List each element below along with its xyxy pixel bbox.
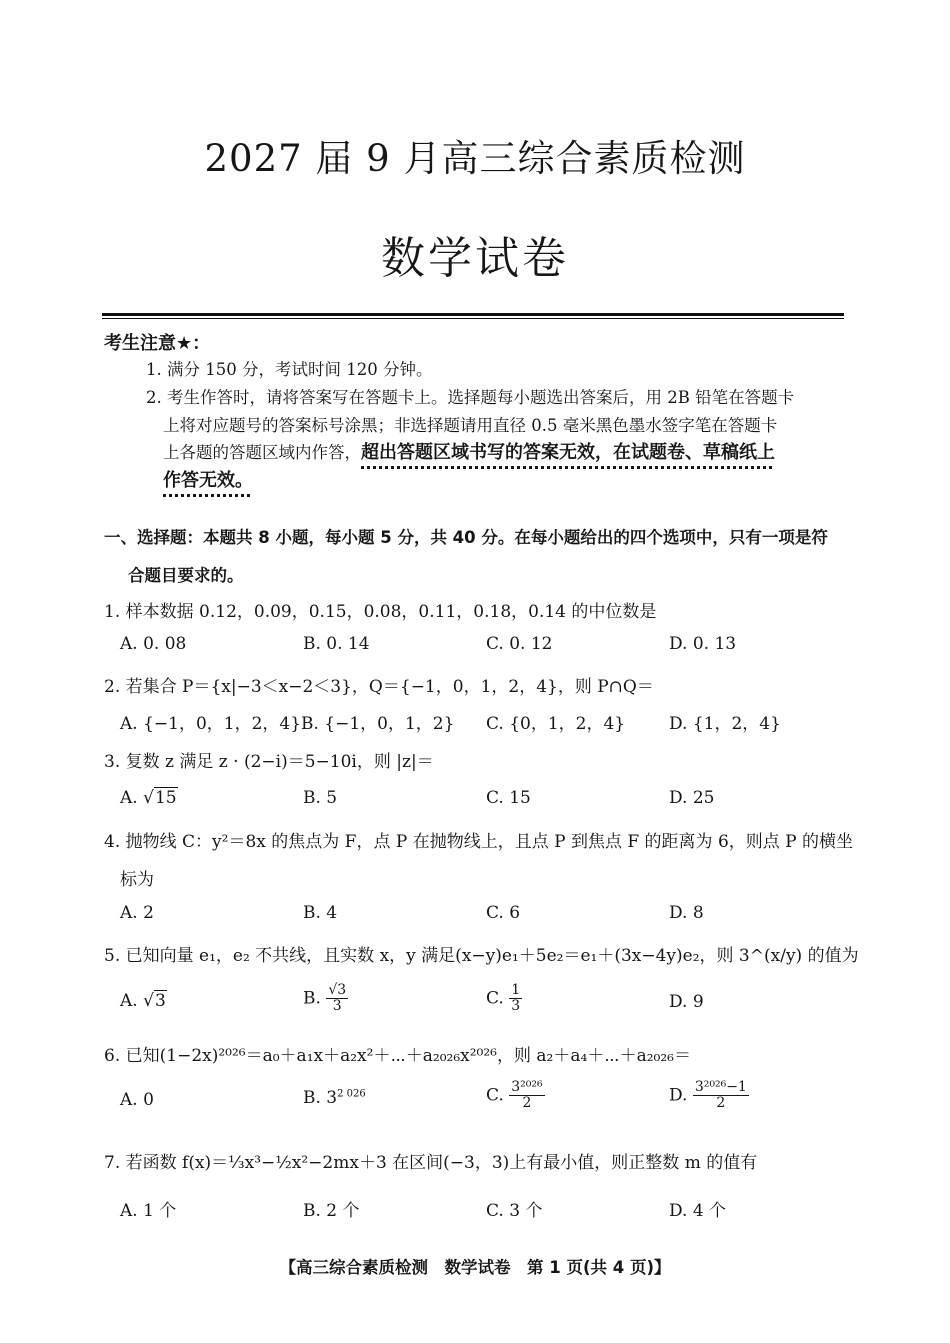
question-4-option-a: A. 2 xyxy=(120,903,154,923)
fraction-denominator: 2 xyxy=(716,1095,726,1112)
notice-item-2-line-1: 2. 考生作答时，请将答案写在答题卡上。选择题每小题选出答案后，用 2B 铅笔在答题卡 xyxy=(146,388,795,407)
fraction-numerator: √3 xyxy=(328,982,347,998)
question-4-option-d: D. 8 xyxy=(669,903,704,923)
option-label: B. 3 xyxy=(303,1088,338,1108)
question-3-option-c: C. 15 xyxy=(486,788,531,808)
question-3-option-d: D. 25 xyxy=(669,788,715,808)
notice-heading: 考生注意★： xyxy=(104,333,211,354)
question-4-stem-line-2: 标为 xyxy=(120,870,154,890)
question-2-option-d: D. {1，2，4} xyxy=(669,714,781,734)
fraction-denominator: 3 xyxy=(332,998,342,1015)
question-7-option-c: C. 3 个 xyxy=(486,1201,543,1221)
fraction-numerator: 1 xyxy=(511,982,521,998)
question-6-option-d xyxy=(669,1080,749,1112)
notice-emphasis-text-2: 作答无效。 xyxy=(163,470,253,491)
question-2-option-a: A. {−1，0，1，2，4} xyxy=(120,714,302,734)
notice-item-2-line-2: 上将对应题号的答案标号涂黑；非选择题请用直径 0.5 毫米黑色墨水签字笔在答题卡 xyxy=(163,416,778,435)
page-footer: 【高三综合素质检测 数学试卷 第 1 页(共 4 页)】 xyxy=(279,1258,671,1277)
question-6-option-b xyxy=(303,1088,366,1108)
question-1-option-a: A. 0. 08 xyxy=(120,634,187,654)
header-rule-thin xyxy=(102,318,844,319)
option-label: C. xyxy=(486,988,510,1009)
question-7-stem: 7. 若函数 f(x)＝⅓x³−½x²−2mx＋3 在区间(−3，3)上有最小值，则正整数 m 的值有 xyxy=(104,1153,758,1173)
question-1-option-b: B. 0. 14 xyxy=(303,634,370,654)
question-5-option-a: A. √3 xyxy=(120,991,166,1011)
sqrt-radicand: 15 xyxy=(154,788,177,808)
option-label: A. xyxy=(120,991,144,1011)
question-7-option-d: D. 4 个 xyxy=(669,1201,727,1221)
section-heading-line-2: 合题目要求的。 xyxy=(128,566,244,585)
question-5-stem: 5. 已知向量 e₁，e₂ 不共线，且实数 x，y 满足(x−y)e₁＋5e₂＝e₁＋(3x−4y)e₂，则 3^(x/y) 的值为 xyxy=(104,946,859,966)
exponent: 2 026 xyxy=(337,1088,366,1100)
question-3-option-a: A. √15 xyxy=(120,788,177,808)
option-label: D. xyxy=(669,1085,693,1106)
fraction xyxy=(509,1080,544,1112)
question-1-stem: 1. 样本数据 0.12，0.09，0.15，0.08，0.11，0.18，0.14 的中位数是 xyxy=(104,602,657,622)
notice-emphasis-text: 超出答题区域书写的答案无效，在试题卷、草稿纸上 xyxy=(361,442,775,463)
option-label: C. xyxy=(486,1085,510,1106)
question-3-stem: 3. 复数 z 满足 z · (2−i)＝5−10i，则 |z|＝ xyxy=(104,752,434,772)
question-4-stem-line-1: 4. 抛物线 C：y²＝8x 的焦点为 F，点 P 在抛物线上，且点 P 到焦点 F 的距离为 6，则点 P 的横坐 xyxy=(104,832,854,852)
option-label: B. xyxy=(303,988,327,1009)
question-4-option-c: C. 6 xyxy=(486,903,521,923)
notice-item-2-line-4 xyxy=(163,466,253,492)
exam-title: 2027 届 9 月高三综合素质检测 xyxy=(204,137,746,180)
question-3-option-b: B. 5 xyxy=(303,788,338,808)
question-7-option-b: B. 2 个 xyxy=(303,1201,360,1221)
fraction-numerator: 3²⁰²⁶ xyxy=(511,1079,543,1095)
header-rule-thick xyxy=(102,313,844,316)
question-5-option-c xyxy=(486,983,522,1015)
question-1-option-c: C. 0. 12 xyxy=(486,634,553,654)
question-7-option-a: A. 1 个 xyxy=(120,1201,177,1221)
fraction xyxy=(509,983,522,1015)
fraction-denominator: 3 xyxy=(511,998,521,1015)
section-heading-line-1: 一、选择题：本题共 8 小题，每小题 5 分，共 40 分。在每小题给出的四个选项中，只有一项是符 xyxy=(104,528,828,547)
question-6-option-c xyxy=(486,1080,545,1112)
option-label: A. xyxy=(120,788,144,808)
question-6-option-a: A. 0 xyxy=(120,1090,154,1110)
fraction-denominator: 2 xyxy=(522,1095,532,1112)
notice-plain-text: 上各题的答题区域内作答， xyxy=(163,443,361,462)
fraction xyxy=(693,1080,749,1112)
notice-item-1: 1. 满分 150 分，考试时间 120 分钟。 xyxy=(146,360,433,379)
question-6-stem: 6. 已知(1−2x)²⁰²⁶＝a₀＋a₁x＋a₂x²＋⋯＋a₂₀₂₆x²⁰²⁶，则 a₂＋a₄＋⋯＋a₂₀₂₆＝ xyxy=(104,1046,691,1066)
notice-item-2-line-3 xyxy=(163,438,775,464)
question-5-option-b xyxy=(303,983,348,1015)
sqrt-radicand: 3 xyxy=(154,991,166,1011)
question-4-option-b: B. 4 xyxy=(303,903,338,923)
fraction xyxy=(326,983,348,1015)
question-2-stem: 2. 若集合 P＝{x|−3＜x−2＜3}，Q＝{−1，0，1，2，4}，则 P∩Q＝ xyxy=(104,677,654,697)
question-1-option-d: D. 0. 13 xyxy=(669,634,737,654)
fraction-numerator: 3²⁰²⁶−1 xyxy=(694,1079,747,1095)
question-5-option-d: D. 9 xyxy=(669,992,704,1012)
question-2-option-c: C. {0，1，2，4} xyxy=(486,714,626,734)
question-2-option-b: B. {−1，0，1，2} xyxy=(301,714,455,734)
exam-subtitle: 数学试卷 xyxy=(381,233,569,284)
